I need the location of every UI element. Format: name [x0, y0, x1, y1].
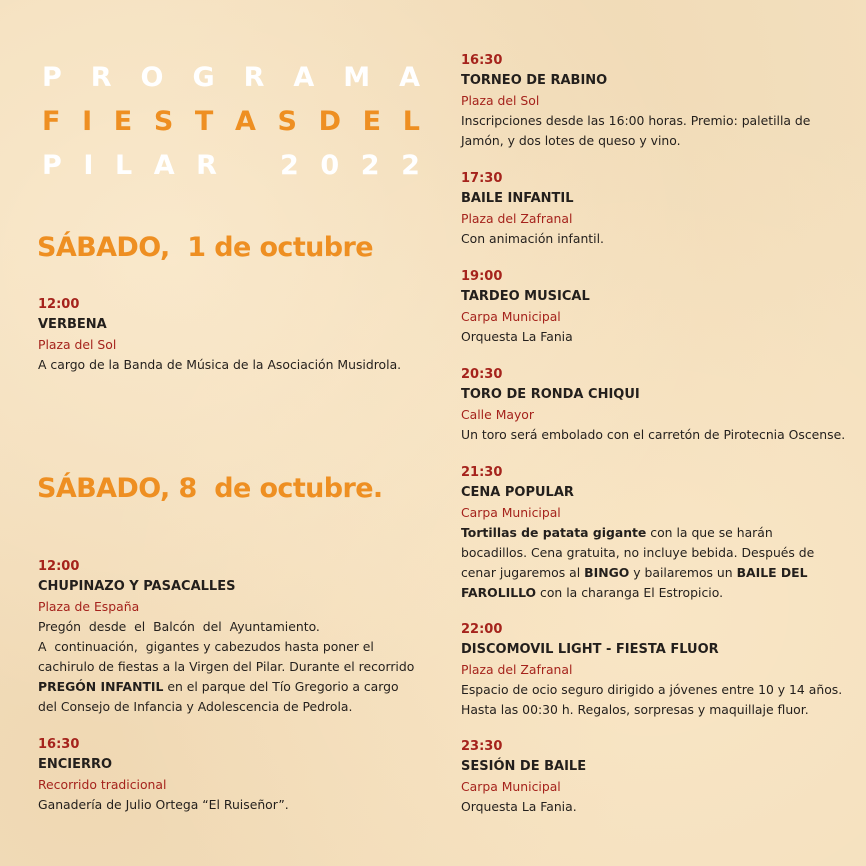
event-description: A cargo de la Banda de Música de la Asociación Musidrola. [38, 357, 402, 372]
event-place: Carpa Municipal [461, 779, 561, 794]
event-name: BAILE INFANTIL [461, 191, 574, 206]
event-time: 12:00 [38, 559, 80, 574]
event-time: 16:30 [461, 53, 503, 68]
event-time: 19:00 [461, 269, 503, 284]
title-letter: A [234, 106, 256, 137]
event-place: Carpa Municipal [461, 309, 561, 324]
event-name: ENCIERRO [38, 757, 113, 772]
highlight-text: BINGO [584, 565, 630, 580]
title-letter: S [277, 106, 297, 137]
event-time: 16:30 [38, 737, 80, 752]
title-letter: P [42, 62, 62, 93]
description-line: Jamón, y dos lotes de queso y vino. [461, 133, 681, 148]
description-line: Pregón desde el Balcón del Ayuntamiento. [38, 619, 320, 634]
event-name: TORNEO DE RABINO [461, 73, 608, 88]
event-torneo-rabino [461, 51, 861, 151]
description-text: cenar jugaremos al [461, 565, 585, 580]
event-encierro [38, 735, 433, 815]
highlight-text: FAROLILLO [461, 585, 537, 600]
event-toro-ronda-chiqui [461, 365, 861, 445]
title-letter: I [83, 150, 94, 181]
description-text: y bailaremos un [629, 565, 737, 580]
title-letter: R [196, 150, 217, 181]
description-line [461, 563, 861, 583]
description-line: Inscripciones desde las 16:00 horas. Premio: paletilla de [461, 113, 811, 128]
event-name: TARDEO MUSICAL [461, 289, 590, 304]
title-letter: L [114, 150, 133, 181]
event-discomovil [461, 620, 861, 720]
description-text: con la charanga El Estropicio. [536, 585, 724, 600]
event-description: Orquesta La Fania. [461, 799, 577, 814]
event-verbena [38, 295, 433, 375]
event-name: SESIÓN DE BAILE [461, 759, 587, 774]
event-name: CENA POPULAR [461, 485, 574, 500]
description-line: Espacio de ocio seguro dirigido a jóvenes entre 10 y 14 años. [461, 682, 843, 697]
title-letter: 0 [320, 150, 340, 181]
highlight-text: Tortillas de patata gigante [461, 525, 647, 540]
event-time: 17:30 [461, 171, 503, 186]
description-line [38, 677, 433, 697]
title-letter: A [399, 62, 420, 93]
event-sesion-baile [461, 737, 861, 817]
title-letter: E [113, 106, 133, 137]
event-description [38, 617, 433, 717]
event-place: Recorrido tradicional [38, 777, 167, 792]
description-line: del Consejo de Infancia y Adolescencia de Pedrola. [38, 699, 353, 714]
description-line: bocadillos. Cena gratuita, no incluye bebida. Después de [461, 545, 815, 560]
title-letter: S [153, 106, 174, 137]
event-description: Un toro será embolado con el carretón de Pirotecnia Oscense. [461, 427, 846, 442]
title-letter: G [192, 62, 215, 93]
title-letter: F [42, 106, 61, 137]
title-letter: P [42, 150, 62, 181]
title-letter: M [343, 62, 371, 93]
event-description: Ganadería de Julio Ortega “El Ruiseñor”. [38, 797, 289, 812]
title-letter: I [82, 106, 93, 137]
event-chupinazo [38, 557, 433, 717]
description-line: A continuación, gigantes y cabezudos hasta poner el [38, 639, 374, 654]
description-text: en el parque del Tío Gregorio a cargo [163, 679, 399, 694]
description-text: con la que se harán [646, 525, 773, 540]
title-line-pilar-2022 [42, 144, 420, 188]
event-name: VERBENA [38, 317, 107, 332]
title-letter: E [362, 106, 382, 137]
event-time: 12:00 [38, 297, 80, 312]
title-letter: T [194, 106, 214, 137]
event-name: CHUPINAZO Y PASACALLES [38, 579, 236, 594]
event-place: Plaza del Zafranal [461, 211, 573, 226]
event-place: Plaza de España [38, 599, 140, 614]
title-letter: 2 [280, 150, 299, 181]
title-letter: A [293, 62, 315, 93]
highlight-text: PREGÓN INFANTIL [38, 679, 164, 694]
event-time: 23:30 [461, 739, 503, 754]
title-letter: R [243, 62, 265, 93]
title-letter: L [402, 106, 420, 137]
event-description: Con animación infantil. [461, 231, 604, 246]
description-line: Hasta las 00:30 h. Regalos, sorpresas y maquillaje fluor. [461, 702, 809, 717]
day-heading-8-octubre: SÁBADO, 8 de octubre. [37, 473, 383, 504]
description-line [461, 523, 861, 543]
event-description [461, 523, 861, 603]
event-place: Plaza del Zafranal [461, 662, 573, 677]
title-letter: O [140, 62, 164, 93]
event-cena-popular [461, 463, 861, 603]
event-baile-infantil [461, 169, 861, 249]
title-letter: D [318, 106, 341, 137]
event-place: Carpa Municipal [461, 505, 561, 520]
event-name: DISCOMOVIL LIGHT - FIESTA FLUOR [461, 642, 719, 657]
event-place: Calle Mayor [461, 407, 534, 422]
title-letter: 2 [360, 150, 380, 181]
title-line-fiestas-del [42, 100, 420, 144]
event-tardeo-musical [461, 267, 861, 347]
day-heading-1-octubre: SÁBADO, 1 de octubre [37, 232, 373, 263]
description-line [461, 583, 861, 603]
title-line-programa [42, 56, 420, 100]
highlight-text: BAILE DEL [736, 565, 808, 580]
title-letter: R [90, 62, 112, 93]
event-place: Plaza del Sol [38, 337, 117, 352]
event-place: Plaza del Sol [461, 93, 540, 108]
event-time: 22:00 [461, 622, 503, 637]
event-description: Orquesta La Fania [461, 329, 573, 344]
title-spacer [239, 144, 259, 188]
event-time: 20:30 [461, 367, 503, 382]
program-title [42, 56, 420, 188]
title-letter: A [153, 150, 175, 181]
title-letter: 2 [401, 150, 420, 181]
event-description [461, 111, 861, 151]
event-description [461, 680, 861, 720]
event-time: 21:30 [461, 465, 503, 480]
description-line: cachirulo de fiestas a la Virgen del Pilar. Durante el recorrido [38, 659, 415, 674]
event-name: TORO DE RONDA CHIQUI [461, 387, 640, 402]
